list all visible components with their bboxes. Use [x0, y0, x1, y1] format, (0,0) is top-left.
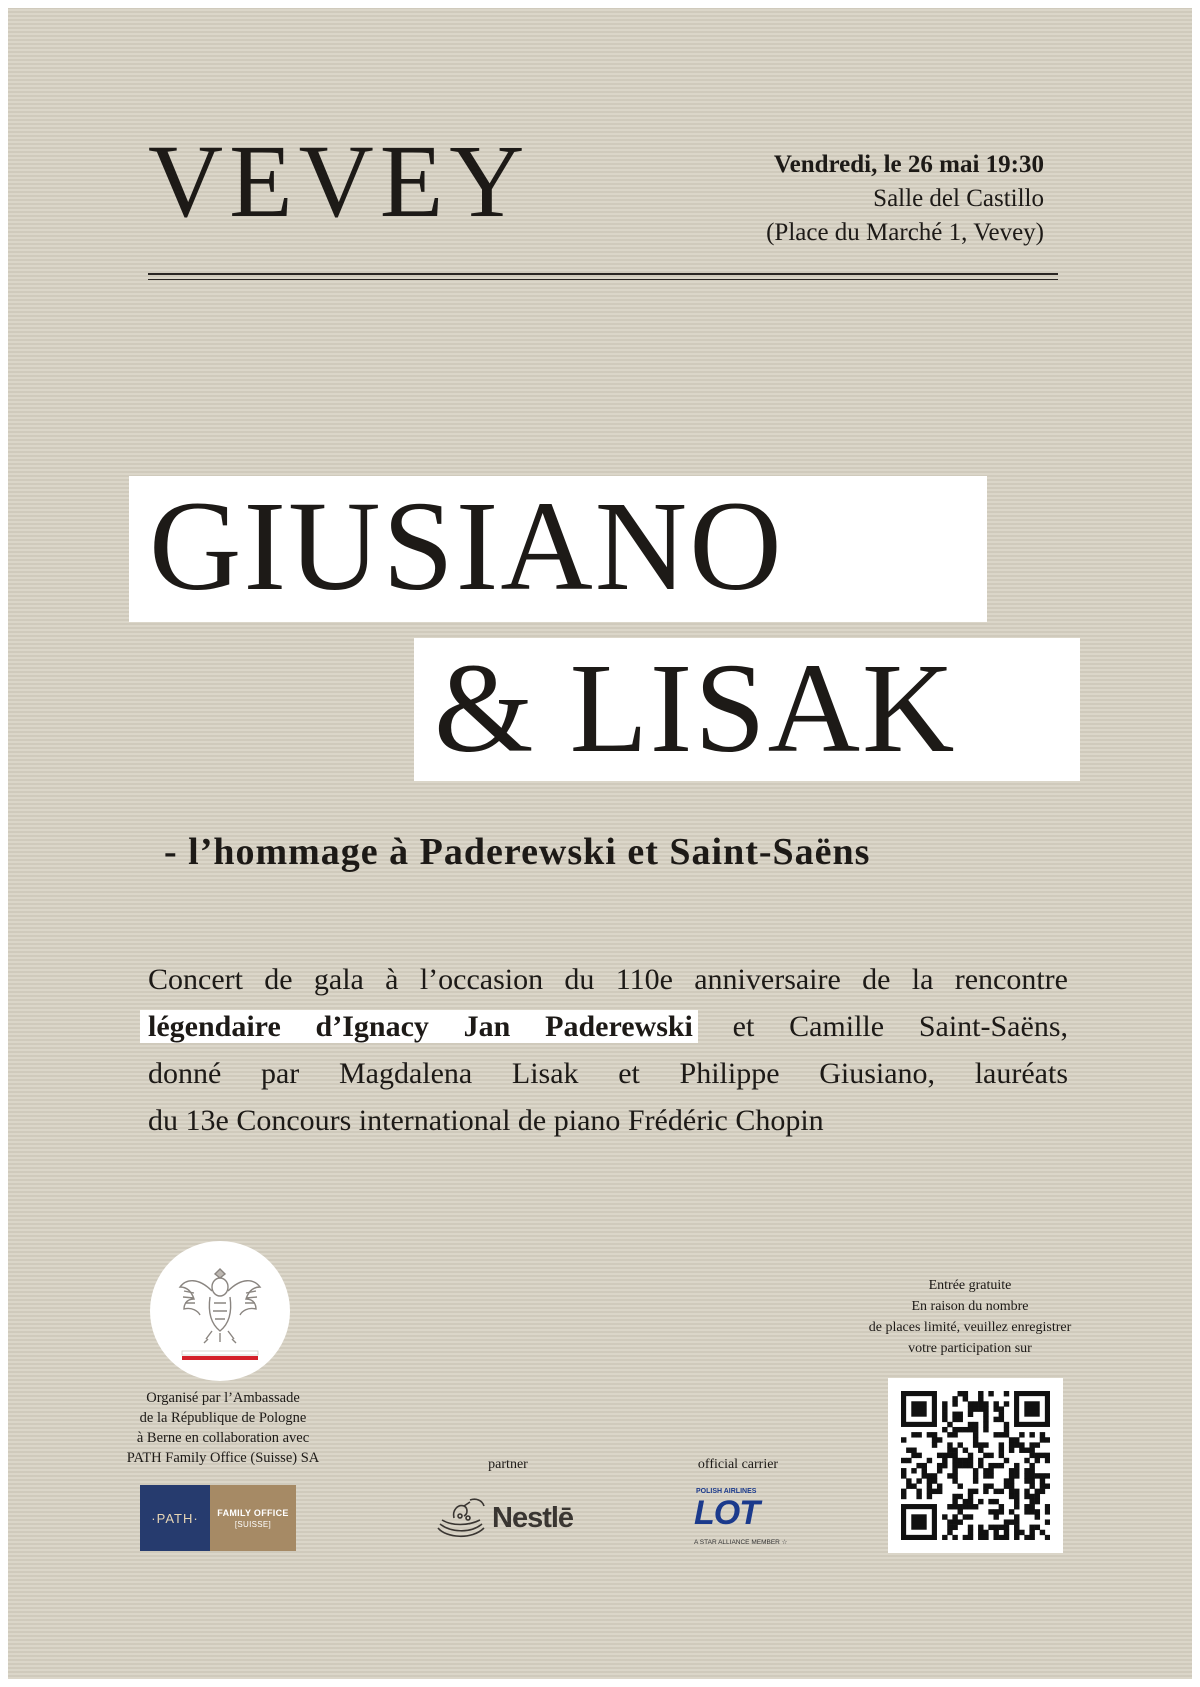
- description-line-2: [148, 1003, 1068, 1050]
- path-family-office-logo: [140, 1485, 296, 1551]
- registration-line-2: En raison du nombre: [911, 1299, 1029, 1314]
- polish-eagle-emblem-icon: [150, 1241, 290, 1381]
- organizer-line-2: de la République de Pologne: [139, 1410, 307, 1426]
- header-rule-thin: [148, 279, 1058, 280]
- registration-text: [840, 1275, 1100, 1359]
- poster: [8, 8, 1192, 1679]
- event-address: (Place du Marché 1, Vevey): [766, 219, 1044, 246]
- organizer-line-1: Organisé par l’Ambassade: [146, 1390, 300, 1406]
- title-line-1: GIUSIANO: [149, 475, 784, 617]
- description-highlight: légendaire d’Ignacy Jan Paderewski: [140, 1010, 698, 1043]
- event-venue: Salle del Castillo: [873, 185, 1044, 212]
- registration-line-1: Entrée gratuite: [928, 1278, 1012, 1293]
- carrier-label: official carrier: [697, 1457, 779, 1472]
- registration-line-4: votre participation sur: [908, 1341, 1032, 1356]
- partner-label: partner: [488, 1457, 528, 1472]
- nestle-word: Nestlē: [492, 1502, 574, 1534]
- nestle-nest-icon: [432, 1494, 490, 1544]
- qr-code-icon[interactable]: [888, 1378, 1063, 1553]
- path-logo-right: [210, 1485, 296, 1551]
- title-line-2: & LISAK: [434, 637, 957, 779]
- lot-top-text: POLISH AIRLINES: [696, 1488, 757, 1495]
- description-line-4: du 13e Concours international de piano Frédéric Chopin: [148, 1104, 824, 1137]
- lot-logo: [680, 1488, 800, 1554]
- registration-line-3: de places limité, veuillez enregistrer: [868, 1320, 1072, 1335]
- title-box-1: [129, 476, 987, 622]
- city-title: VEVEY: [148, 124, 531, 239]
- description-line-3: donné par Magdalena Lisak et Philippe Giusiano, lauréats: [148, 1057, 1068, 1090]
- organizer-line-4: PATH Family Office (Suisse) SA: [126, 1450, 320, 1466]
- path-logo-sub: [SUISSE]: [234, 1519, 272, 1529]
- path-logo-main: FAMILY OFFICE: [217, 1507, 289, 1518]
- title-box-2: [414, 638, 1080, 781]
- header-rule: [148, 273, 1058, 275]
- subtitle: - l’hommage à Paderewski et Saint-Saëns: [164, 831, 871, 873]
- path-logo-left: ·PATH·: [140, 1485, 210, 1551]
- organizer-line-3: à Berne en collaboration avec: [136, 1430, 310, 1446]
- lot-brand: LOT: [694, 1494, 759, 1532]
- description-line-2-rest: et Camille Saint-Saëns,: [697, 1010, 1068, 1043]
- description: [148, 956, 1068, 1144]
- event-date: Vendredi, le 26 mai 19:30: [773, 151, 1044, 178]
- organizer-text: [118, 1388, 328, 1468]
- description-line-1: Concert de gala à l’occasion du 110e anniversaire de la rencontre: [148, 963, 1068, 996]
- event-info: [766, 148, 1044, 250]
- lot-bottom-text: A STAR ALLIANCE MEMBER ☆: [694, 1539, 788, 1546]
- nestle-logo: [432, 1494, 602, 1544]
